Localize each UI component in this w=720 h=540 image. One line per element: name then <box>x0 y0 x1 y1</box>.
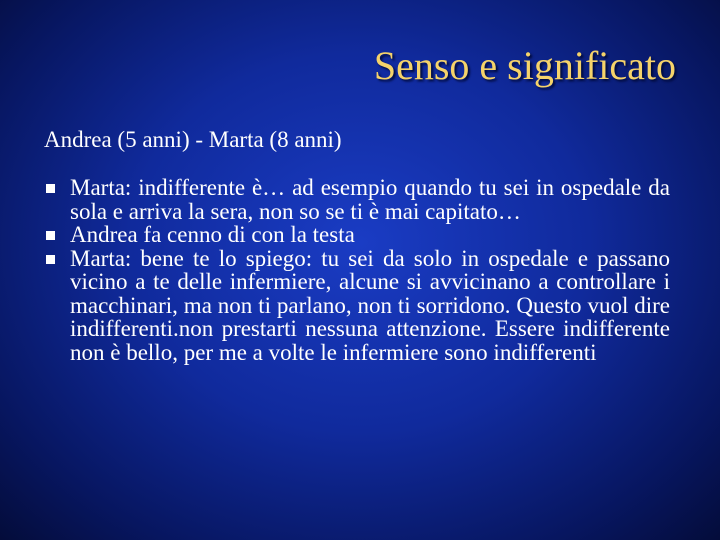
square-bullet-icon <box>46 184 55 193</box>
bullet-list <box>44 176 670 364</box>
square-bullet-icon <box>46 255 55 264</box>
bullet-text: Marta: indifferente è… ad esempio quando tu sei in ospedale da sola e arriva la sera, non so se ti è mai capitato… <box>70 175 670 224</box>
bullet-text: Marta: bene te lo spiego: tu sei da solo in ospedale e passano vicino a te delle infermiere, alcune si avvicinano a controllare i macchinari, ma non ti parlano, non ti sorridono. Questo vuol dire indifferenti.non prestarti nessuna attenzione. Essere indifferente non è bello, per me a volte le infermiere sono indifferenti <box>70 245 670 365</box>
slide-title: Senso e significato <box>373 43 676 88</box>
slide-subtitle: Andrea (5 anni) - Marta (8 anni) <box>44 127 342 152</box>
bullet-item <box>44 223 670 247</box>
bullet-item <box>44 176 670 223</box>
bullet-text: Andrea fa cenno di con la testa <box>70 222 355 247</box>
square-bullet-icon <box>46 231 55 240</box>
bullet-item <box>44 247 670 365</box>
